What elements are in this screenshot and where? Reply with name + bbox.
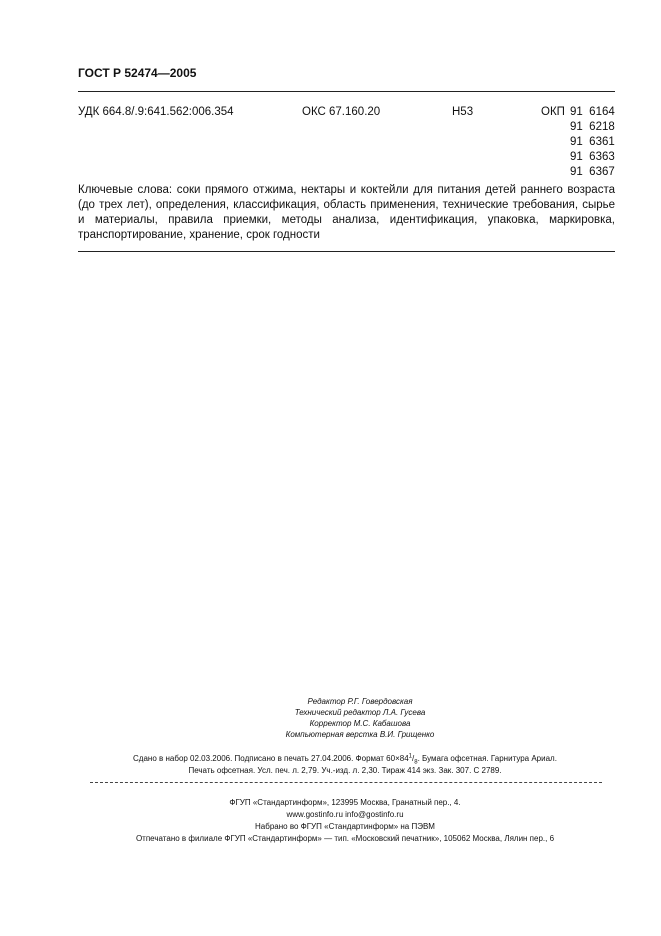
imprint-line-1-b: . Бумага офсетная. Гарнитура Ариал.	[417, 754, 557, 763]
format-numerator: 1	[408, 753, 412, 760]
okp-code: 91 6164	[570, 106, 615, 118]
group-code: Н53	[452, 106, 474, 118]
okp-label: ОКП	[541, 106, 565, 118]
imprint-line-1: Сдано в набор 02.03.2006. Подписано в печать 27.04.2006. Формат $60\times 84^1/_8$. Бумага офсетная. Гарнитура Ариал.	[133, 753, 557, 766]
publisher-address: ФГУП «Стандартинформ», 123995 Москва, Гранатный пер., 4.	[229, 798, 461, 807]
imprint-line-1-a: Сдано в набор 02.03.2006. Подписано в печать 27.04.2006. Формат 60×84	[133, 754, 409, 763]
header-divider	[78, 91, 615, 92]
okp-code: 91 6361	[570, 136, 615, 148]
okp-code: 91 6363	[570, 151, 615, 163]
imprint-divider	[90, 782, 602, 783]
credit-editor: Редактор Р.Г. Говердовская	[307, 697, 413, 706]
publisher-printed: Отпечатано в филиале ФГУП «Стандартинформ» — тип. «Московский печатник», 105062 Москва, Лялин пер., 6	[135, 834, 555, 843]
keywords-divider	[78, 251, 615, 252]
format-denominator: 8	[414, 759, 418, 766]
udk-code: УДК 664.8/.9:641.562:006.354	[78, 106, 234, 118]
imprint-line-2: Печать офсетная. Усл. печ. л. 2,79. Уч.-изд. л. 2,30. Тираж 414 экз. Зак. 307. С 2789.	[188, 766, 502, 775]
okp-code: 91 6367	[570, 166, 615, 178]
keywords-paragraph: Ключевые слова: соки прямого отжима, нектары и коктейли для питания детей раннего возраста (до трех лет), определения, классификация, область применения, технические требования, сырье и материалы, правила приемки, методы анализа, идентификация, упаковка, маркировка, транспортирование, хранение, срок годности	[78, 184, 615, 241]
publisher-typeset: Набрано во ФГУП «Стандартинформ» на ПЭВМ	[255, 822, 435, 831]
credit-layout: Компьютерная верстка В.И. Грищенко	[285, 730, 435, 739]
credit-corrector: Корректор М.С. Кабашова	[309, 719, 411, 728]
credit-tech-editor: Технический редактор Л.А. Гусева	[294, 708, 426, 717]
okp-code: 91 6218	[570, 121, 615, 133]
document-code: ГОСТ Р 52474—2005	[78, 66, 197, 80]
publisher-web: www.gostinfo.ru info@gostinfo.ru	[286, 810, 404, 819]
oks-code: ОКС 67.160.20	[302, 106, 381, 118]
